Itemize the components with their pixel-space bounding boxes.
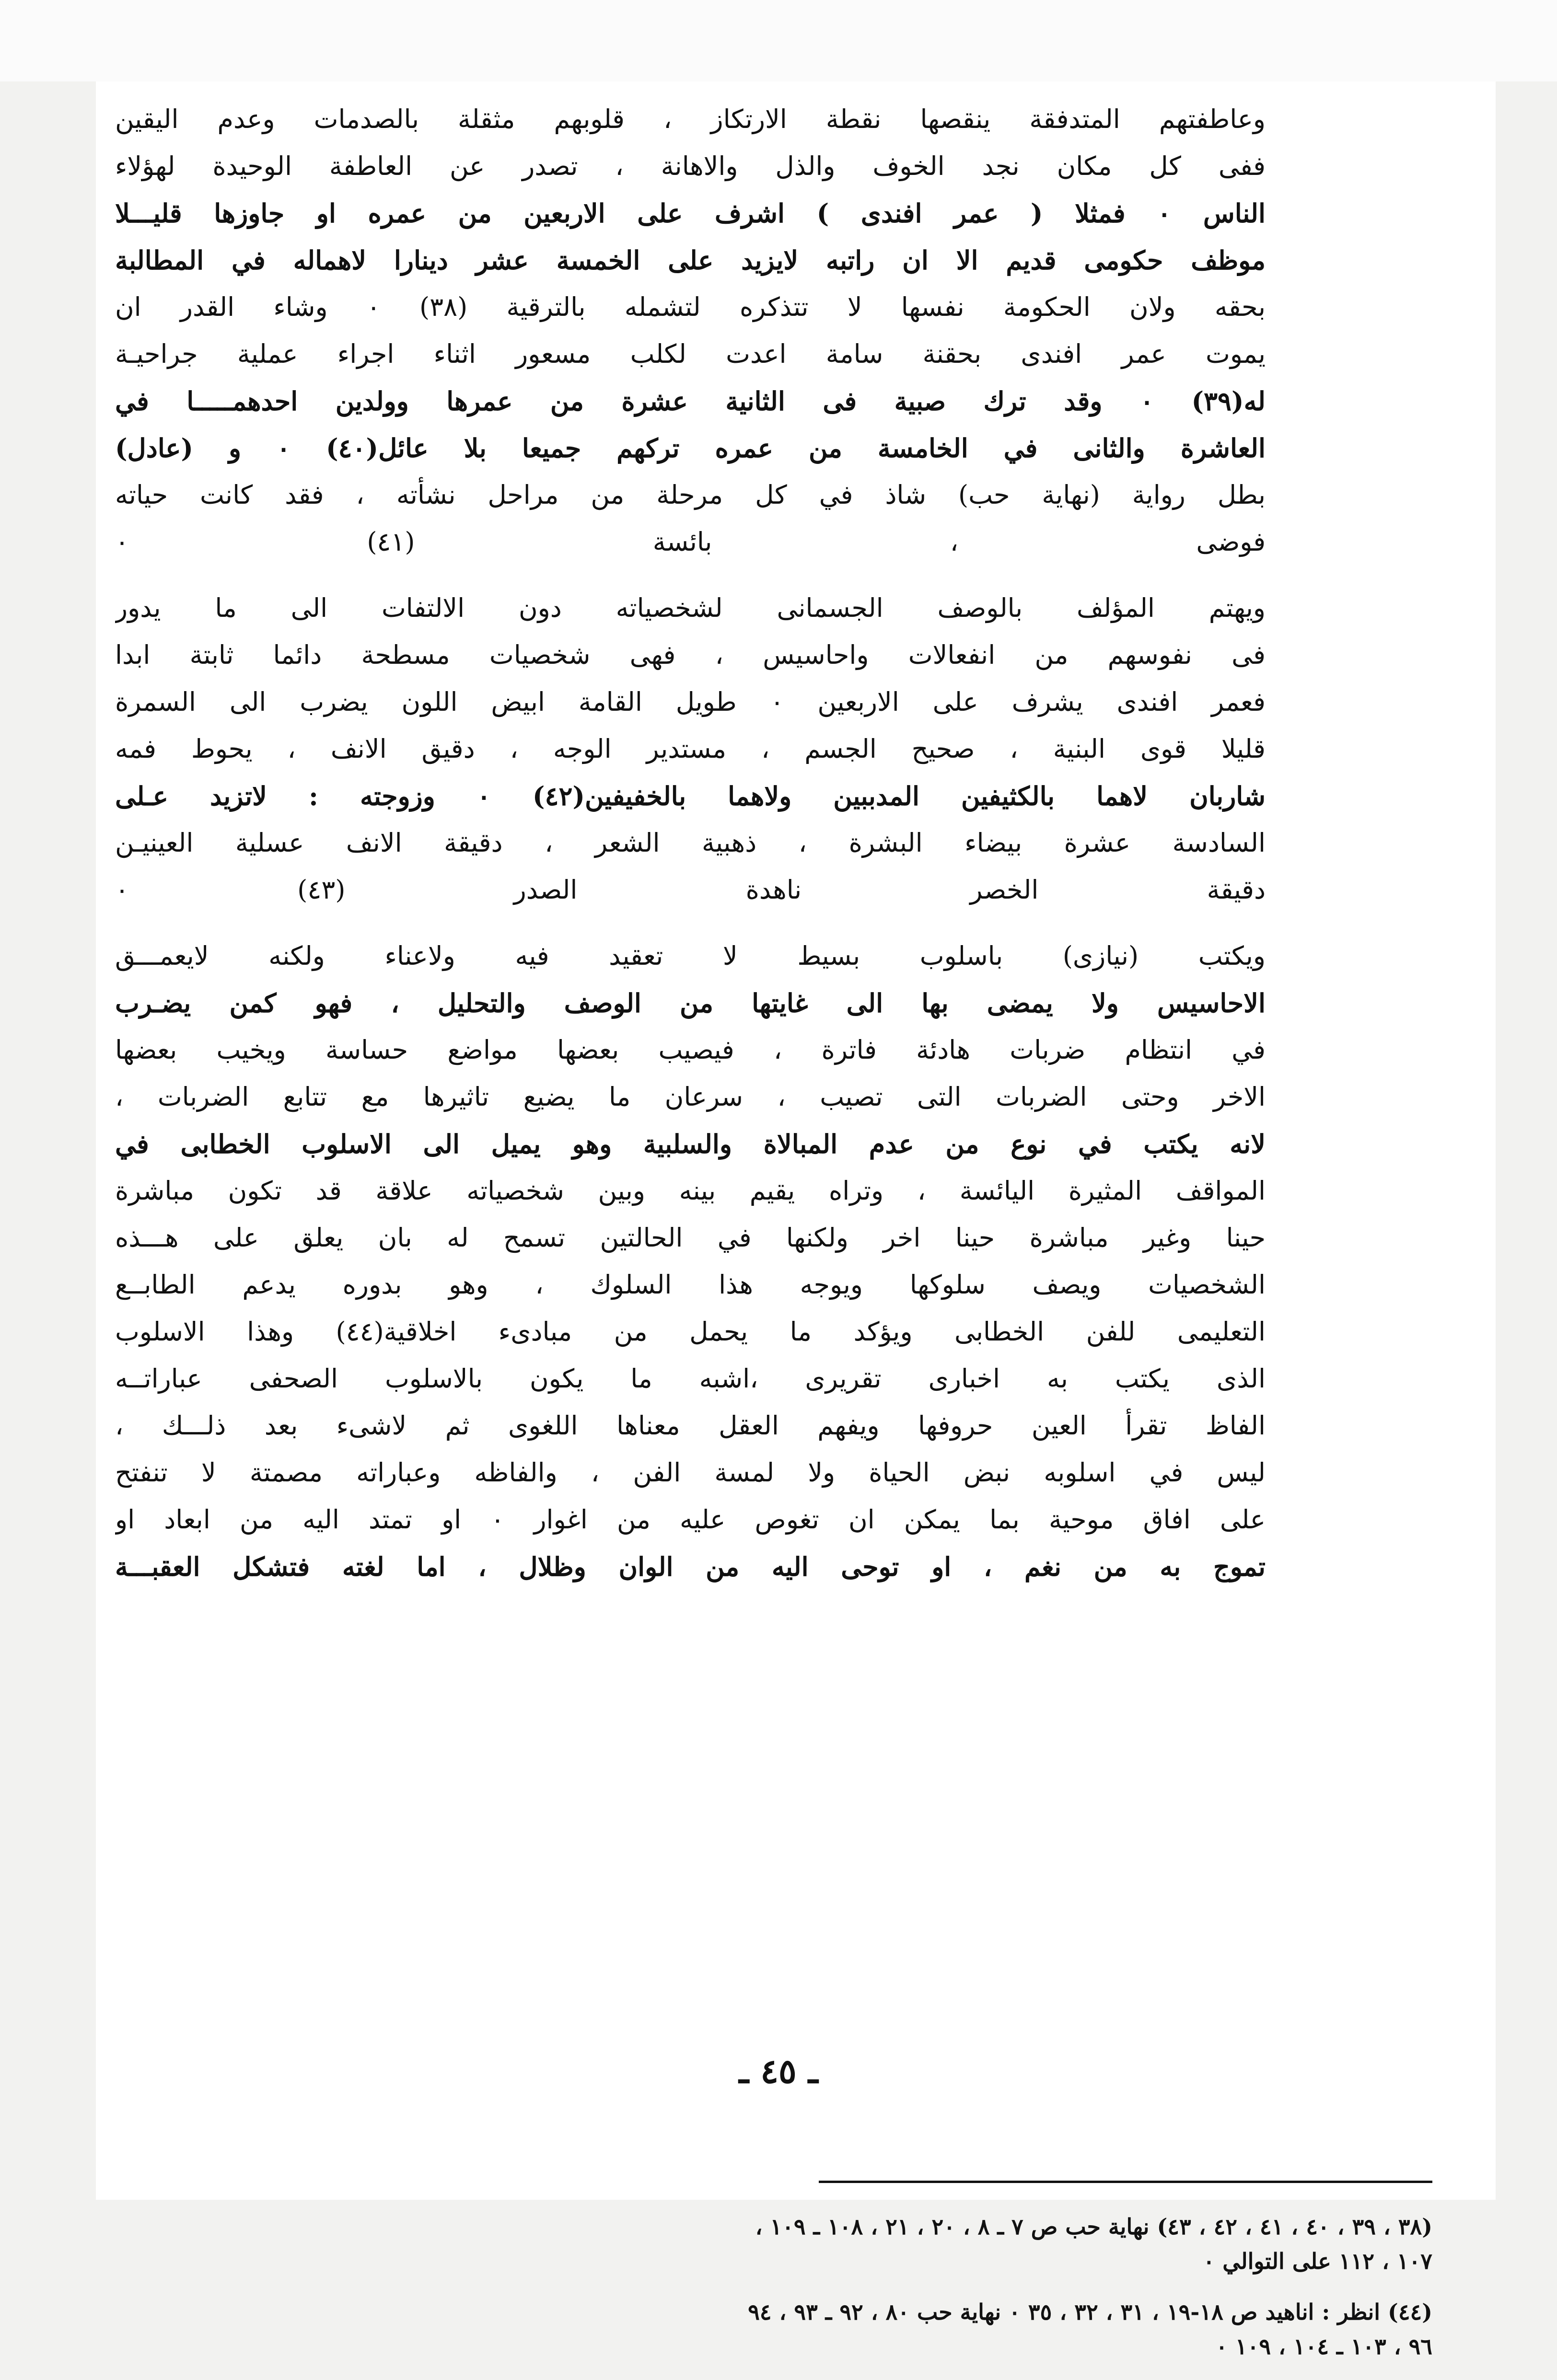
text-line: شاربان لاهما بالكثيفين المدببين ولاهما بالخفيفين(٤٢) ٠ وزوجته : لاتزيد عـلى bbox=[115, 781, 1266, 811]
text-line: تموج به من نغم ، او توحى اليه من الوان وظلال ، اما لغته فتشكل العقبـــة bbox=[115, 1551, 1266, 1582]
text-line: العاشرة والثانى في الخامسة من عمره تركهم جميعا بلا عائل(٤٠) ٠ و (عادل) bbox=[115, 433, 1266, 463]
text-line: فعمر افندى يشرف على الاربعين ٠ طويل القامة ابيض اللون يضرب الى السمرة bbox=[115, 687, 1266, 717]
text-line: الذى يكتب به اخبارى تقريرى ،اشبه ما يكون بالاسلوب الصحفى عباراتــه bbox=[115, 1363, 1266, 1394]
text-line: ويكتب (نيازى) باسلوب بسيط لا تعقيد فيه ولاعناء ولكنه لايعمـــق bbox=[115, 941, 1266, 971]
text-line: له(٣٩) ٠ وقد ترك صبية فى الثانية عشرة من عمرها وولدين احدهمـــــا في bbox=[115, 386, 1266, 416]
footnote bbox=[282, 2209, 1432, 2278]
text-line: الاخر وحتى الضربات التى تصيب ، سرعان ما يضيع تاثيرها مع تتابع الضربات ، bbox=[115, 1082, 1266, 1112]
text-line: الاحاسيس ولا يمضى بها الى غايتها من الوصف والتحليل ، فهو كمن يضـرب bbox=[115, 988, 1266, 1018]
text-line: ليس في اسلوبه نبض الحياة ولا لمسة الفن ، والفاظه وعباراته مصمتة لا تنفتح bbox=[115, 1457, 1266, 1488]
text-line: يموت عمر افندى بحقنة سامة اعدت لكلب مسعور اثناء اجراء عملية جراحيـة bbox=[115, 339, 1266, 369]
text-line: التعليمى للفن الخطابى ويؤكد ما يحمل من مبادىء اخلاقية(٤٤) وهذا الاسلوب bbox=[115, 1317, 1266, 1347]
page-number: ـ ٤٥ ـ bbox=[739, 2051, 818, 2091]
footnote bbox=[282, 2295, 1432, 2364]
text-line: ويهتم المؤلف بالوصف الجسمانى لشخصياته دون الالتفات الى ما يدور bbox=[115, 593, 1266, 623]
text-line: في انتظام ضربات هادئة فاترة ، فيصيب بعضها مواضع حساسة ويخيب بعضها bbox=[115, 1035, 1266, 1065]
footnote-line: (٤٤) انظر : اناهيد ص ١٨-١٩ ، ٣١ ، ٣٢ ، ٣٥ ٠ نهاية حب ٨٠ ، ٩٢ ـ ٩٣ ، ٩٤ bbox=[748, 2299, 1432, 2325]
footnote-line: ١٠٧ ، ١١٢ على التوالي ٠ bbox=[1203, 2248, 1432, 2274]
paragraph-gap bbox=[115, 566, 1266, 585]
body-text bbox=[115, 96, 1266, 1590]
text-line: الشخصيات ويصف سلوكها ويوجه هذا السلوك ، وهو بدوره يدعم الطابــع bbox=[115, 1270, 1266, 1300]
text-line: بحقه ولان الحكومة نفسها لا تتذكره لتشمله بالترقية (٣٨) ٠ وشاء القدر ان bbox=[115, 292, 1266, 322]
footnote-line: ٩٦ ، ١٠٣ ـ ١٠٤ ، ١٠٩ ٠ bbox=[1216, 2334, 1432, 2359]
scan-top-margin bbox=[0, 0, 1557, 81]
text-line: ففى كل مكان نجد الخوف والذل والاهانة ، تصدر عن العاطفة الوحيدة لهؤلاء bbox=[115, 151, 1266, 181]
text-line: فى نفوسهم من انفعالات واحاسيس ، فهى شخصيات مسطحة دائما ثابتة ابدا bbox=[115, 640, 1266, 670]
text-line: قليلا قوى البنية ، صحيح الجسم ، مستدير الوجه ، دقيق الانف ، يحوط فمه bbox=[115, 734, 1266, 764]
text-line: الفاظ تقرأ العين حروفها ويفهم العقل معناها اللغوى ثم لاشىء بعد ذلـــك ، bbox=[115, 1410, 1266, 1441]
text-line: بطل رواية (نهاية حب) شاذ في كل مرحلة من مراحل نشأته ، فقد كانت حياته bbox=[115, 480, 1266, 510]
footnote-divider bbox=[819, 2181, 1432, 2183]
footnotes bbox=[282, 2209, 1432, 2380]
text-line: حينا وغير مباشرة حينا اخر ولكنها في الحالتين تسمح له بان يعلق على هـــذه bbox=[115, 1223, 1266, 1253]
text-line: فوضى ، بائسة (٤١) ٠ bbox=[115, 527, 1266, 557]
text-line: المواقف المثيرة اليائسة ، وتراه يقيم بينه وبين شخصياته علاقة قد تكون مباشرة bbox=[115, 1176, 1266, 1206]
text-line: السادسة عشرة بيضاء البشرة ، ذهبية الشعر ، دقيقة الانف عسلية العينيـن bbox=[115, 828, 1266, 858]
text-line: دقيقة الخصر ناهدة الصدر (٤٣) ٠ bbox=[115, 875, 1266, 905]
text-line: الناس ٠ فمثلا ( عمر افندى ) اشرف على الاربعين من عمره او جاوزها قليـــلا bbox=[115, 198, 1266, 229]
text-line: على افاق موحية بما يمكن ان تغوص عليه من اغوار ٠ او تمتد اليه من ابعاد او bbox=[115, 1504, 1266, 1535]
text-line: موظف حكومى قديم الا ان راتبه لايزيد على الخمسة عشر دينارا لاهماله في المطالبة bbox=[115, 245, 1266, 276]
text-line: وعاطفتهم المتدفقة ينقصها نقطة الارتكاز ، قلوبهم مثقلة بالصدمات وعدم اليقين bbox=[115, 104, 1266, 134]
paragraph-gap bbox=[115, 913, 1266, 933]
text-line: لانه يكتب في نوع من عدم المبالاة والسلبية وهو يميل الى الاسلوب الخطابى في bbox=[115, 1129, 1266, 1159]
footnote-line: (٣٨ ، ٣٩ ، ٤٠ ، ٤١ ، ٤٢ ، ٤٣) نهاية حب ص ٧ ـ ٨ ، ٢٠ ، ٢١ ، ١٠٨ ـ ١٠٩ ، bbox=[755, 2214, 1432, 2240]
